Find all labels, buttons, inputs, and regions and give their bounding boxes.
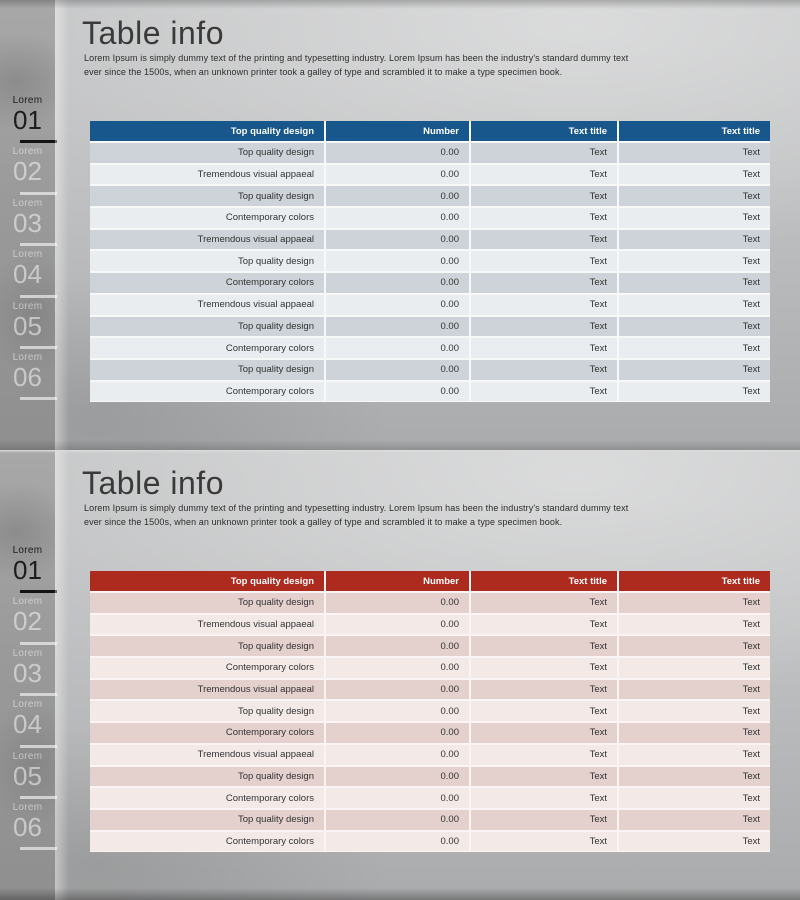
column-header: Text title (618, 571, 770, 592)
table-cell: 0.00 (325, 614, 470, 636)
sidebar-item-number: 06 (13, 361, 42, 392)
table-row (90, 316, 770, 338)
table-row (90, 831, 770, 852)
table-header-row (90, 571, 770, 592)
table-header (90, 121, 770, 142)
sidebar-item-label: Lorem (12, 95, 43, 106)
info-table (90, 571, 770, 852)
table-cell: Text (618, 809, 770, 831)
table-cell: Tremendous visual appaeal (90, 679, 325, 701)
table-body (90, 142, 770, 402)
table-cell: Text (470, 831, 618, 852)
table-cell: 0.00 (325, 359, 470, 381)
table-cell: 0.00 (325, 592, 470, 614)
table-cell: Top quality design (90, 592, 325, 614)
table-cell: Text (618, 272, 770, 294)
info-table (90, 121, 770, 402)
table-row (90, 744, 770, 766)
description-text: Lorem Ipsum is simply dummy text of the printing and typesetting industry. Lorem Ipsum has been the industry's standard dummy text ever since the 1500s, when an unknown printer took a galley of type and scrambled it to make a type specimen book. (84, 503, 629, 527)
table-cell: Contemporary colors (90, 207, 325, 229)
table-cell: Top quality design (90, 316, 325, 338)
table-row (90, 635, 770, 657)
column-header: Number (325, 121, 470, 142)
table-cell: Text (470, 359, 618, 381)
table-cell: Text (470, 250, 618, 272)
sidebar-item-number: 06 (13, 811, 42, 842)
table-cell: 0.00 (325, 272, 470, 294)
table-cell: 0.00 (325, 250, 470, 272)
sidebar-item-number: 01 (13, 555, 42, 585)
table-row (90, 381, 770, 402)
table-cell: 0.00 (325, 316, 470, 338)
table-cell: Text (470, 316, 618, 338)
table-cell: Tremendous visual appaeal (90, 229, 325, 251)
table-cell: Contemporary colors (90, 337, 325, 359)
table-cell: 0.00 (325, 809, 470, 831)
table-row (90, 142, 770, 164)
table-row (90, 359, 770, 381)
table-cell: 0.00 (325, 700, 470, 722)
table-row (90, 592, 770, 614)
table-cell: Text (618, 250, 770, 272)
table-cell: Contemporary colors (90, 272, 325, 294)
sidebar-item-number: 05 (13, 310, 42, 341)
column-header: Top quality design (90, 571, 325, 592)
table-cell: Top quality design (90, 635, 325, 657)
table-cell: Text (618, 679, 770, 701)
sidebar-item-label: Lorem (12, 699, 43, 711)
table-cell: Text (470, 722, 618, 744)
table-cell: 0.00 (325, 207, 470, 229)
table-cell: Text (618, 635, 770, 657)
table-cell: Top quality design (90, 766, 325, 788)
table-row (90, 164, 770, 186)
description-text: Lorem Ipsum is simply dummy text of the printing and typesetting industry. Lorem Ipsum has been the industry's standard dummy text ever since the 1500s, when an unknown printer took a galley of type and scrambled it to make a type specimen book. (84, 53, 629, 77)
sidebar-item-number: 02 (13, 606, 42, 637)
table-cell: 0.00 (325, 294, 470, 316)
table-cell: Text (470, 229, 618, 251)
sidebar-item-number: 03 (13, 207, 42, 238)
table-cell: Text (470, 294, 618, 316)
table-row (90, 614, 770, 636)
sidebar-item-label: Lorem (12, 596, 43, 608)
table-cell: Text (470, 592, 618, 614)
table-cell: Text (470, 787, 618, 809)
table-cell: Tremendous visual appaeal (90, 164, 325, 186)
slide-2 (0, 450, 800, 900)
table-row (90, 809, 770, 831)
table-cell: Text (618, 381, 770, 402)
sidebar-item-label: Lorem (12, 146, 43, 158)
table-cell: Text (470, 142, 618, 164)
table-header (90, 571, 770, 592)
column-header: Top quality design (90, 121, 325, 142)
table-cell: Text (470, 272, 618, 294)
table-cell: Text (470, 809, 618, 831)
table-cell: Text (618, 185, 770, 207)
column-header: Number (325, 571, 470, 592)
sidebar-item-number: 05 (13, 760, 42, 791)
table-cell: 0.00 (325, 635, 470, 657)
table-cell: Text (470, 185, 618, 207)
table-cell: 0.00 (325, 831, 470, 852)
table-cell: Text (618, 614, 770, 636)
sidebar-item-number: 04 (13, 709, 42, 740)
table-row (90, 272, 770, 294)
table-cell: Top quality design (90, 359, 325, 381)
table-cell: Text (470, 614, 618, 636)
table-cell: Text (618, 337, 770, 359)
table-cell: Contemporary colors (90, 831, 325, 852)
table-cell: Text (470, 744, 618, 766)
slide-content (0, 450, 800, 900)
table-cell: Contemporary colors (90, 787, 325, 809)
table-cell: Top quality design (90, 809, 325, 831)
table-cell: Top quality design (90, 185, 325, 207)
table-cell: 0.00 (325, 679, 470, 701)
table-cell: 0.00 (325, 657, 470, 679)
table-body (90, 592, 770, 852)
sidebar-item-number: 01 (13, 105, 42, 135)
table-row (90, 337, 770, 359)
page-title: Table info (82, 465, 224, 501)
table-row (90, 294, 770, 316)
table-row (90, 679, 770, 701)
table-cell: 0.00 (325, 722, 470, 744)
table-cell: Text (618, 316, 770, 338)
column-header: Text title (470, 121, 618, 142)
table-cell: Contemporary colors (90, 657, 325, 679)
table-cell: Text (618, 207, 770, 229)
table-cell: Contemporary colors (90, 381, 325, 402)
table-cell: Text (618, 164, 770, 186)
table-cell: 0.00 (325, 337, 470, 359)
sidebar-item-label: Lorem (12, 351, 43, 363)
table-cell: 0.00 (325, 744, 470, 766)
table-cell: Text (470, 657, 618, 679)
table-row (90, 766, 770, 788)
table-row (90, 229, 770, 251)
sidebar-item-label: Lorem (12, 647, 43, 659)
sidebar-item-number: 04 (13, 259, 42, 290)
table-cell: 0.00 (325, 787, 470, 809)
sidebar-item-label: Lorem (12, 750, 43, 762)
table-cell: Text (470, 164, 618, 186)
table-cell: Contemporary colors (90, 722, 325, 744)
table-cell: Tremendous visual appaeal (90, 744, 325, 766)
table-cell: Text (618, 142, 770, 164)
table-cell: Text (470, 700, 618, 722)
table-row (90, 185, 770, 207)
table-cell: Text (618, 787, 770, 809)
table-cell: 0.00 (325, 381, 470, 402)
table-cell: 0.00 (325, 229, 470, 251)
table-cell: Tremendous visual appaeal (90, 294, 325, 316)
table-cell: Top quality design (90, 700, 325, 722)
table-cell: Text (618, 657, 770, 679)
table-cell: Text (618, 722, 770, 744)
table-cell: Text (618, 229, 770, 251)
table-row (90, 207, 770, 229)
table-cell: Text (470, 679, 618, 701)
table-cell: Text (470, 207, 618, 229)
sidebar-item-label: Lorem (12, 545, 43, 556)
table-cell: Text (470, 337, 618, 359)
table-cell: 0.00 (325, 766, 470, 788)
table-row (90, 250, 770, 272)
sidebar-item-label: Lorem (12, 801, 43, 813)
sidebar-item-number: 03 (13, 657, 42, 688)
table-cell: Text (618, 294, 770, 316)
table-row (90, 657, 770, 679)
table-cell: Top quality design (90, 250, 325, 272)
table-cell: Text (470, 635, 618, 657)
table-cell: 0.00 (325, 142, 470, 164)
table-cell: Text (618, 700, 770, 722)
table-cell: Tremendous visual appaeal (90, 614, 325, 636)
column-header: Text title (618, 121, 770, 142)
sidebar-item-number: 02 (13, 156, 42, 187)
table-cell: Text (618, 592, 770, 614)
table-row (90, 700, 770, 722)
table-cell: Text (618, 766, 770, 788)
sidebar-item-label: Lorem (12, 249, 43, 261)
table-row (90, 787, 770, 809)
table-cell: Text (470, 766, 618, 788)
table-cell: 0.00 (325, 185, 470, 207)
sidebar-item-label: Lorem (12, 197, 43, 209)
column-header: Text title (470, 571, 618, 592)
table-cell: Top quality design (90, 142, 325, 164)
table-cell: Text (618, 831, 770, 852)
sidebar-item-label: Lorem (12, 300, 43, 312)
page-title: Table info (82, 15, 224, 51)
table-cell: 0.00 (325, 164, 470, 186)
table-header-row (90, 121, 770, 142)
table-row (90, 722, 770, 744)
table-cell: Text (618, 744, 770, 766)
table-cell: Text (470, 381, 618, 402)
table-cell: Text (618, 359, 770, 381)
